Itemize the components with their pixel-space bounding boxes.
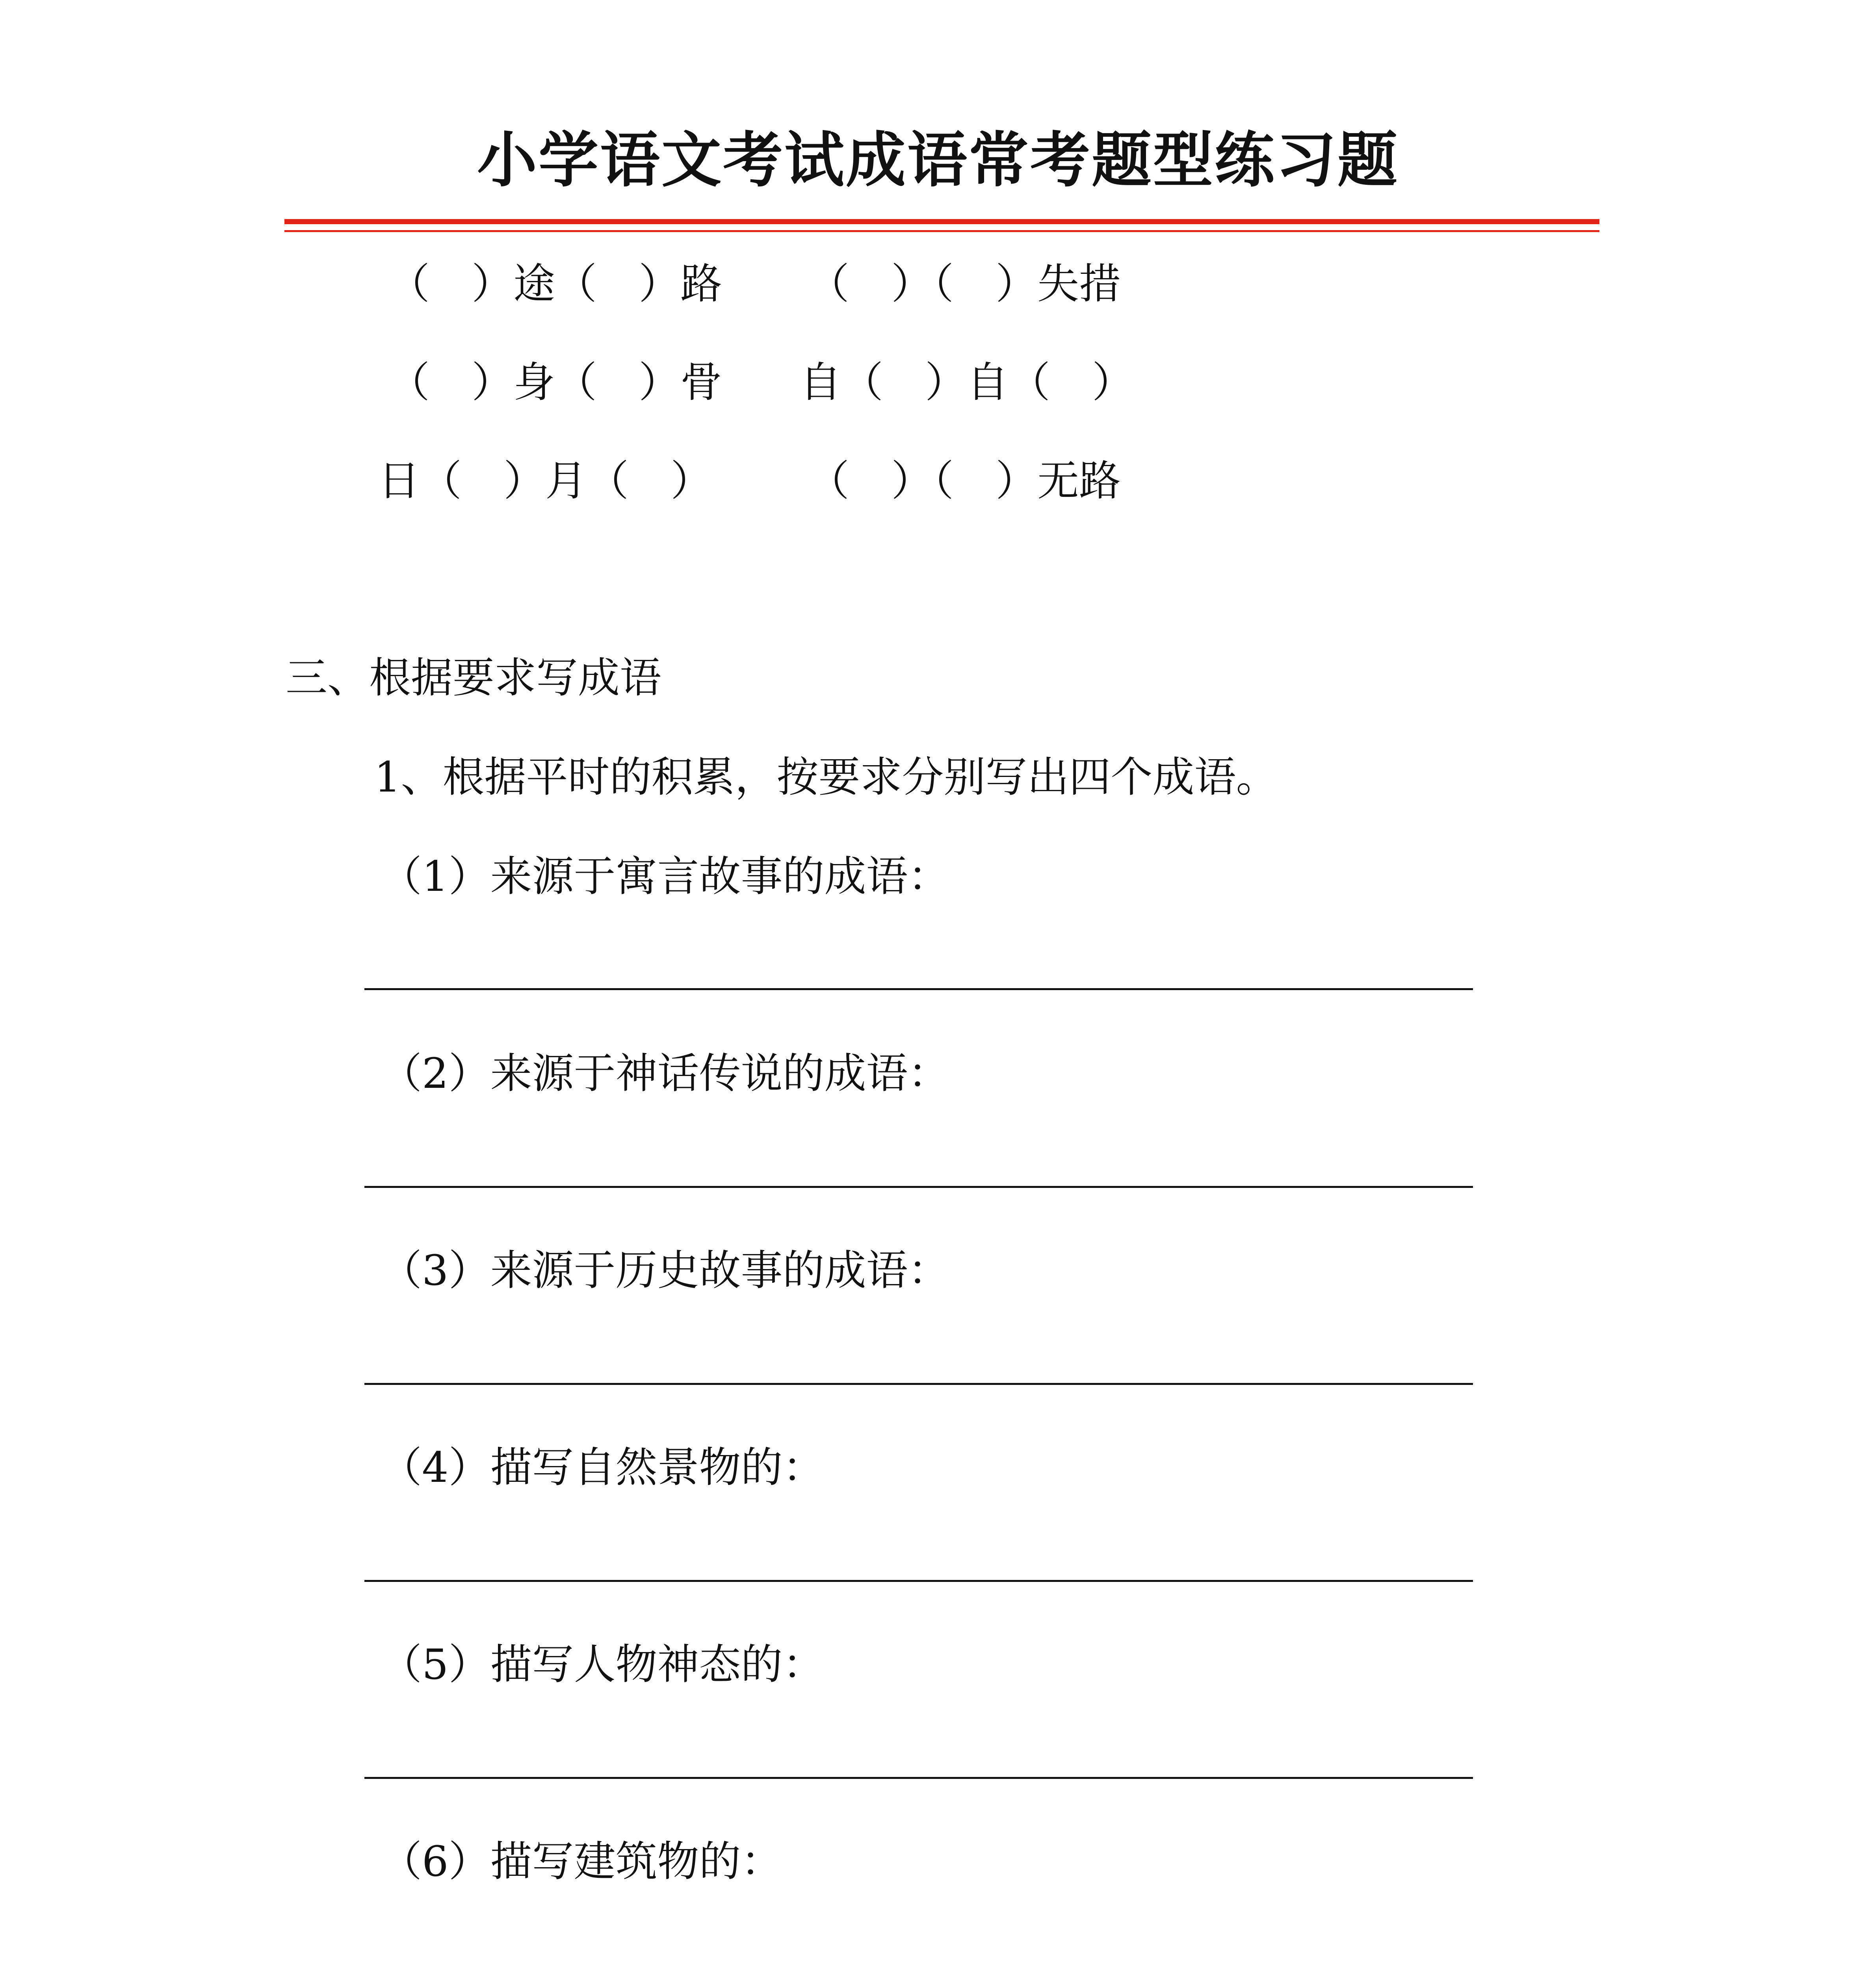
item-1-prompt: （1）来源于寓言故事的成语：: [380, 852, 950, 901]
item-5-answer-line: [364, 1777, 1473, 1779]
fill-row-2-right: 自（ ）自（ ）: [800, 358, 1134, 407]
fill-row-3-left: 日（ ）月（ ）: [378, 457, 712, 505]
section-3-instruction: 1、根据平时的积累，按要求分别写出四个成语。: [374, 753, 1278, 801]
item-4-prompt: （4）描写自然景物的：: [380, 1443, 825, 1492]
item-6-prompt: （6）描写建筑物的：: [380, 1837, 783, 1886]
fill-row-2-left: （ ）身（ ）骨: [388, 358, 722, 407]
item-3-prompt: （3）来源于历史故事的成语：: [380, 1246, 950, 1295]
fill-row-1-right: （ ）（ ）失措: [808, 260, 1121, 308]
item-2-prompt: （2）来源于神话传说的成语：: [380, 1049, 950, 1098]
document-title: 小学语文考试成语常考题型练习题: [477, 125, 1399, 195]
item-3-answer-line: [364, 1383, 1473, 1385]
item-5-prompt: （5）描写人物神态的：: [380, 1640, 825, 1689]
section-3-heading: 三、根据要求写成语: [286, 654, 661, 702]
item-1-answer-line: [364, 988, 1473, 990]
title-rule-thick: [284, 219, 1599, 224]
fill-row-1-left: （ ）途（ ）路: [388, 260, 722, 308]
fill-row-3-right: （ ）（ ）无路: [808, 457, 1121, 505]
title-rule-thin: [284, 230, 1599, 232]
item-2-answer-line: [364, 1186, 1473, 1188]
item-4-answer-line: [364, 1580, 1473, 1582]
